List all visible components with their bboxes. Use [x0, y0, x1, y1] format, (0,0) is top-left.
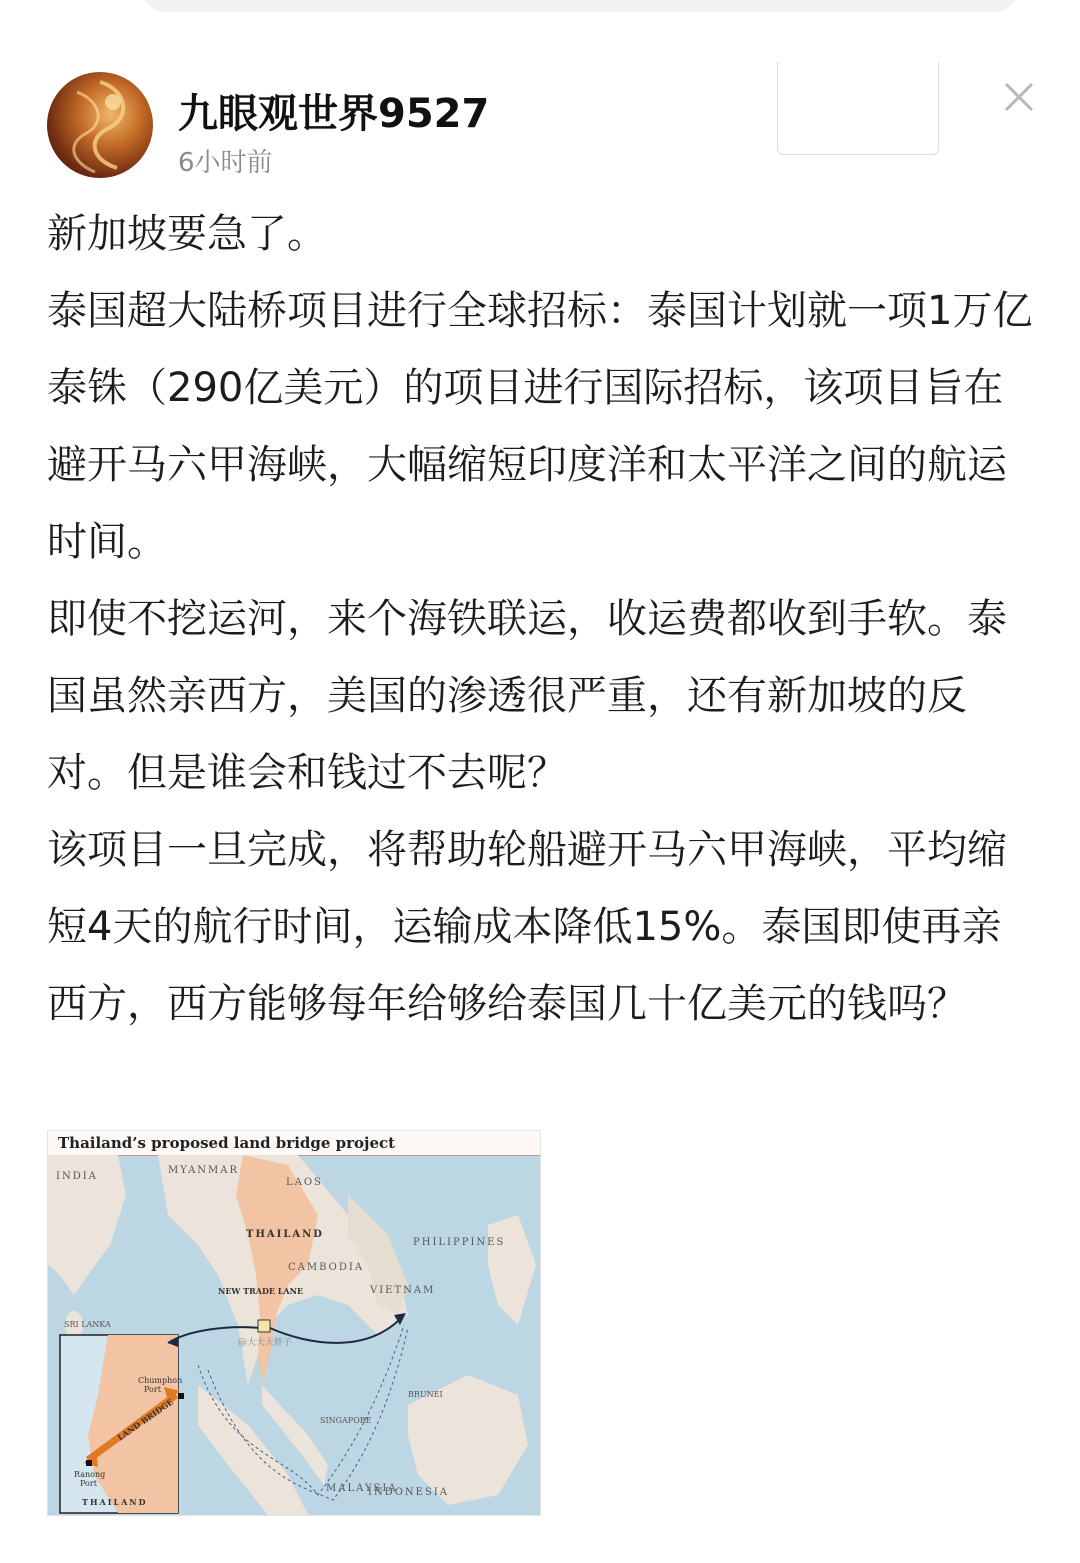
label-thailand: THAILAND: [246, 1229, 324, 1240]
label-new-trade-lane: NEW TRADE LANE: [218, 1286, 304, 1296]
label-laos: LAOS: [286, 1177, 323, 1188]
chumphon-port-marker: [178, 1393, 184, 1399]
label-land-bridge: LAND BRIDGE: [115, 1396, 176, 1443]
user-avatar[interactable]: [47, 72, 153, 178]
label-inset-thailand: THAILAND: [82, 1497, 148, 1507]
close-icon[interactable]: [996, 74, 1042, 120]
label-ranong-line2: Port: [80, 1479, 97, 1488]
username[interactable]: 九眼观世界9527: [178, 91, 490, 137]
post-paragraph: 该项目一旦完成，将帮助轮船避开马六甲海峡，平均缩短4天的航行时间，运输成本降低15%。泰国即使再亲西方，西方能够每年给够给泰国几十亿美元的钱吗？: [47, 827, 1007, 1027]
land-bridge-map: [48, 1155, 540, 1515]
post-paragraph: 泰国超大陆桥项目进行全球招标：泰国计划就一项1万亿泰铢（290亿美元）的项目进行国际招标，该项目旨在避开马六甲海峡，大幅缩短印度洋和太平洋之间的航运时间。: [47, 288, 1033, 565]
label-chumphon-line1: Chumphon: [138, 1376, 183, 1385]
label-brunei: BRUNEI: [408, 1390, 443, 1399]
label-indonesia: INDONESIA: [368, 1487, 449, 1498]
post-image-map[interactable]: [47, 1130, 541, 1516]
label-vietnam: VIETNAM: [370, 1285, 436, 1296]
ranong-port-marker: [86, 1460, 92, 1466]
label-cambodia: CAMBODIA: [288, 1262, 365, 1273]
spiral-staircase-avatar-icon: [47, 72, 153, 178]
label-india: INDIA: [56, 1171, 98, 1182]
watermark: @大大大胖子: [238, 1338, 293, 1348]
label-philippines: PHILIPPINES: [413, 1237, 506, 1248]
post-paragraph: 新加坡要急了。: [47, 211, 327, 257]
label-myanmar: MYANMAR: [168, 1165, 240, 1176]
land-bridge-box: [258, 1320, 270, 1332]
label-sri-lanka: SRI LANKA: [64, 1320, 111, 1329]
post-timestamp: 6小时前: [178, 148, 273, 178]
follow-button[interactable]: [777, 62, 939, 155]
map-title: Thailand’s proposed land bridge project: [58, 1134, 396, 1152]
label-singapore: SINGAPORE: [320, 1416, 372, 1425]
label-chumphon-line2: Port: [144, 1385, 161, 1394]
search-bar[interactable]: [140, 0, 1020, 12]
label-malaysia: MALAYSIA: [326, 1483, 398, 1494]
post-paragraph: 即使不挖运河，来个海铁联运，收运费都收到手软。泰国虽然亲西方，美国的渗透很严重，还有新加坡的反对。但是谁会和钱过不去呢？: [47, 596, 1007, 796]
label-ranong-line1: Ranong: [74, 1470, 106, 1479]
post-body: [47, 196, 1037, 1043]
